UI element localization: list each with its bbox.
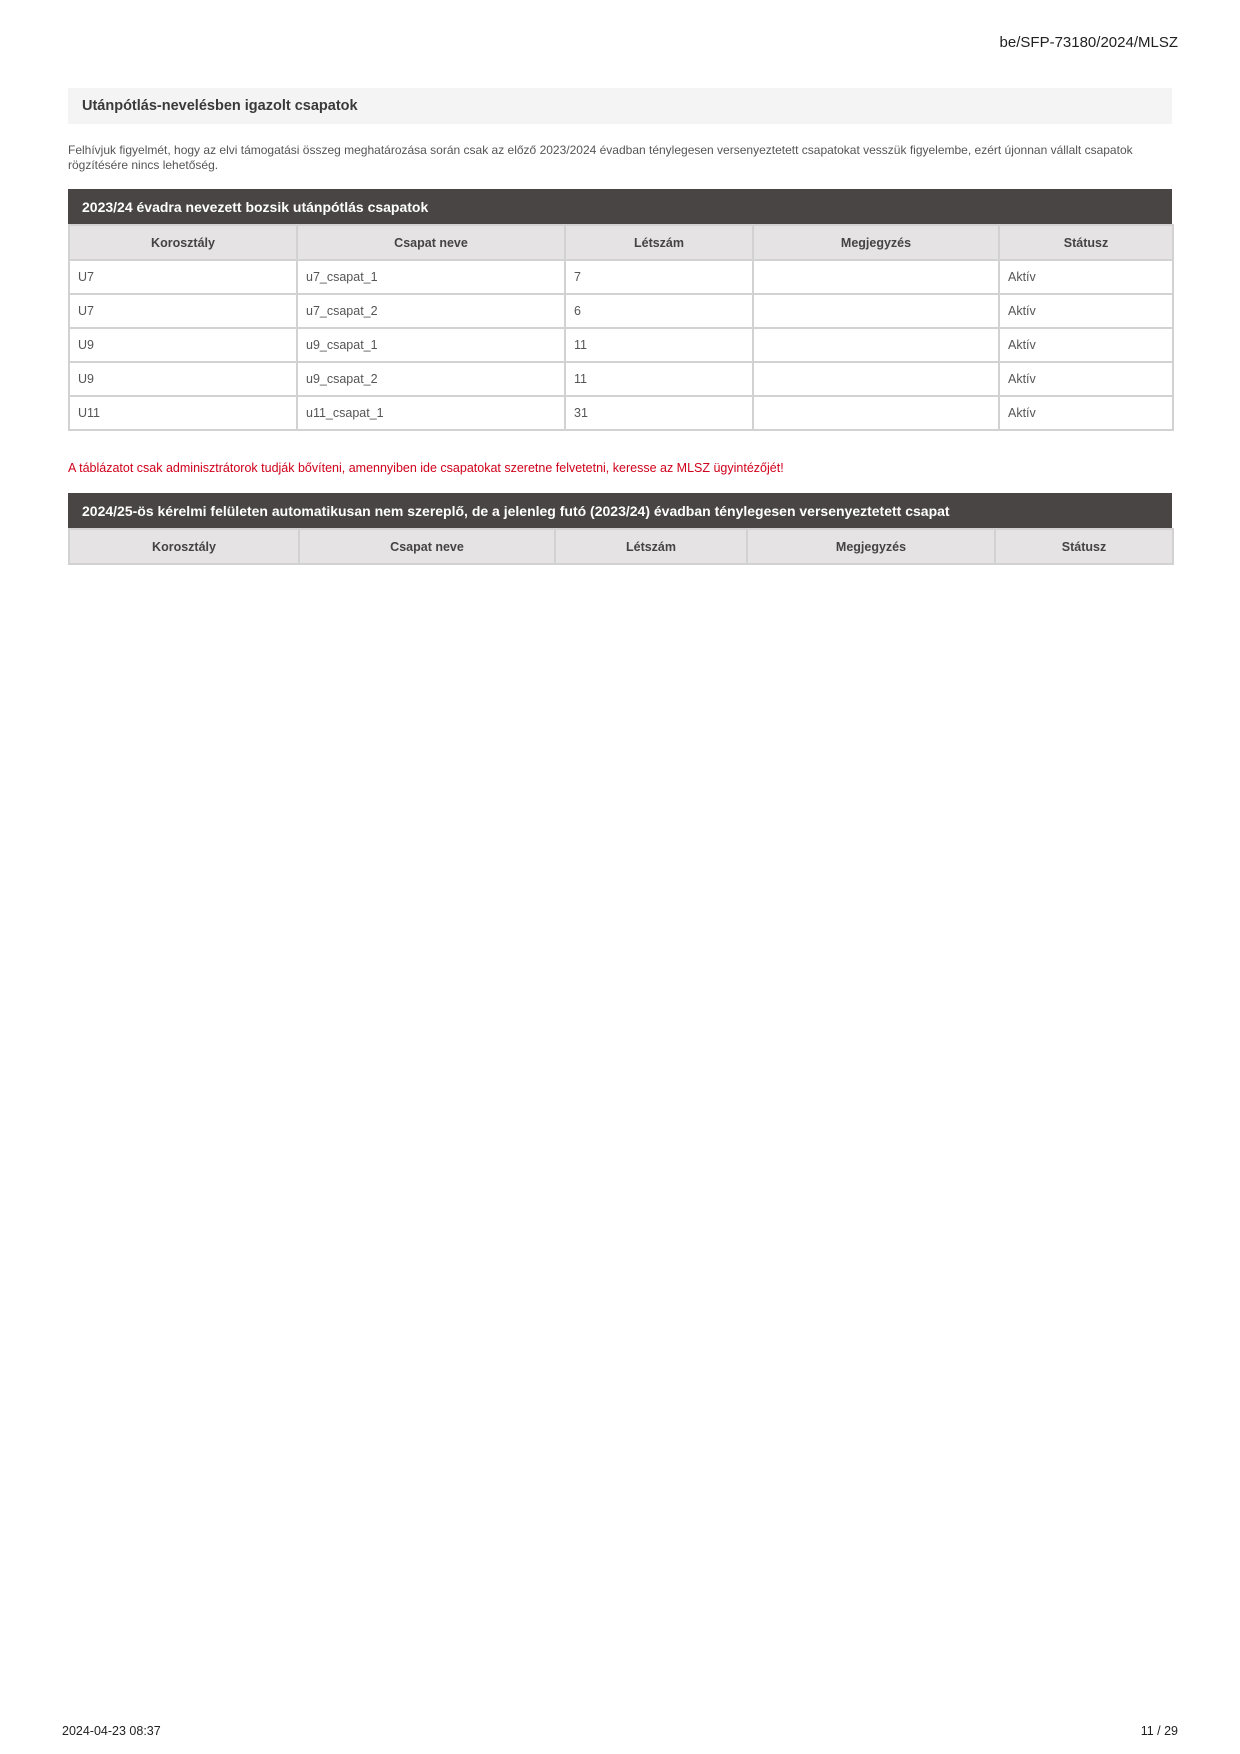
cell-csapat-neve: u7_csapat_1 (297, 260, 565, 294)
cell-statusz: Aktív (999, 396, 1173, 430)
cell-letszam: 11 (565, 362, 753, 396)
table-row (69, 396, 1173, 430)
cell-letszam: 31 (565, 396, 753, 430)
cell-letszam: 7 (565, 260, 753, 294)
section-title: Utánpótlás-nevelésben igazolt csapatok (68, 88, 1172, 124)
cell-megjegyzes (753, 260, 999, 294)
page-number: 11 / 29 (1140, 1724, 1178, 1738)
column-header-letszam: Létszám (565, 225, 753, 260)
cell-megjegyzes (753, 328, 999, 362)
table-row (69, 260, 1173, 294)
column-header-csapat-neve: Csapat neve (299, 529, 555, 564)
cell-statusz: Aktív (999, 362, 1173, 396)
column-header-csapat-neve: Csapat neve (297, 225, 565, 260)
cell-megjegyzes (753, 294, 999, 328)
column-header-statusz: Státusz (999, 225, 1173, 260)
cell-korosztaly: U7 (69, 260, 297, 294)
table-title: 2024/25-ös kérelmi felületen automatikusan nem szereplő, de a jelenleg futó (2023/24) évadban ténylegesen versenyeztetett csapat (68, 493, 1172, 528)
table-header-row (69, 529, 1173, 564)
teams-table-2023-24 (68, 189, 1172, 431)
notice-text: Felhívjuk figyelmét, hogy az elvi támogatási összeg meghatározása során csak az előző 2023/2024 évadban ténylegesen versenyeztetett csapatokat vesszük figyelembe, ezért újonnan vállalt csapatok rögzítésére nincs lehetőség. (68, 143, 1133, 172)
cell-korosztaly: U7 (69, 294, 297, 328)
column-header-letszam: Létszám (555, 529, 747, 564)
cell-megjegyzes (753, 396, 999, 430)
cell-korosztaly: U9 (69, 362, 297, 396)
column-header-korosztaly: Korosztály (69, 529, 299, 564)
cell-statusz: Aktív (999, 294, 1173, 328)
table-title: 2023/24 évadra nevezett bozsik utánpótlás csapatok (68, 189, 1172, 224)
cell-csapat-neve: u11_csapat_1 (297, 396, 565, 430)
teams-table-2024-25-extra (68, 493, 1172, 565)
teams-table (68, 224, 1174, 431)
extra-teams-table (68, 528, 1174, 565)
table-row (69, 294, 1173, 328)
cell-megjegyzes (753, 362, 999, 396)
cell-statusz: Aktív (999, 328, 1173, 362)
cell-letszam: 11 (565, 328, 753, 362)
table-header-row (69, 225, 1173, 260)
cell-korosztaly: U9 (69, 328, 297, 362)
column-header-megjegyzes: Megjegyzés (747, 529, 995, 564)
cell-korosztaly: U11 (69, 396, 297, 430)
cell-letszam: 6 (565, 294, 753, 328)
column-header-statusz: Státusz (995, 529, 1173, 564)
table-row (69, 362, 1173, 396)
cell-statusz: Aktív (999, 260, 1173, 294)
column-header-korosztaly: Korosztály (69, 225, 297, 260)
table-row (69, 328, 1173, 362)
cell-csapat-neve: u7_csapat_2 (297, 294, 565, 328)
admin-warning-text: A táblázatot csak adminisztrátorok tudják bővíteni, amennyiben ide csapatokat szeretne felvetetni, keresse az MLSZ ügyintézőjét! (68, 461, 784, 475)
column-header-megjegyzes: Megjegyzés (753, 225, 999, 260)
cell-csapat-neve: u9_csapat_2 (297, 362, 565, 396)
document-reference: be/SFP-73180/2024/MLSZ (999, 34, 1178, 51)
cell-csapat-neve: u9_csapat_1 (297, 328, 565, 362)
print-timestamp: 2024-04-23 08:37 (62, 1724, 161, 1738)
